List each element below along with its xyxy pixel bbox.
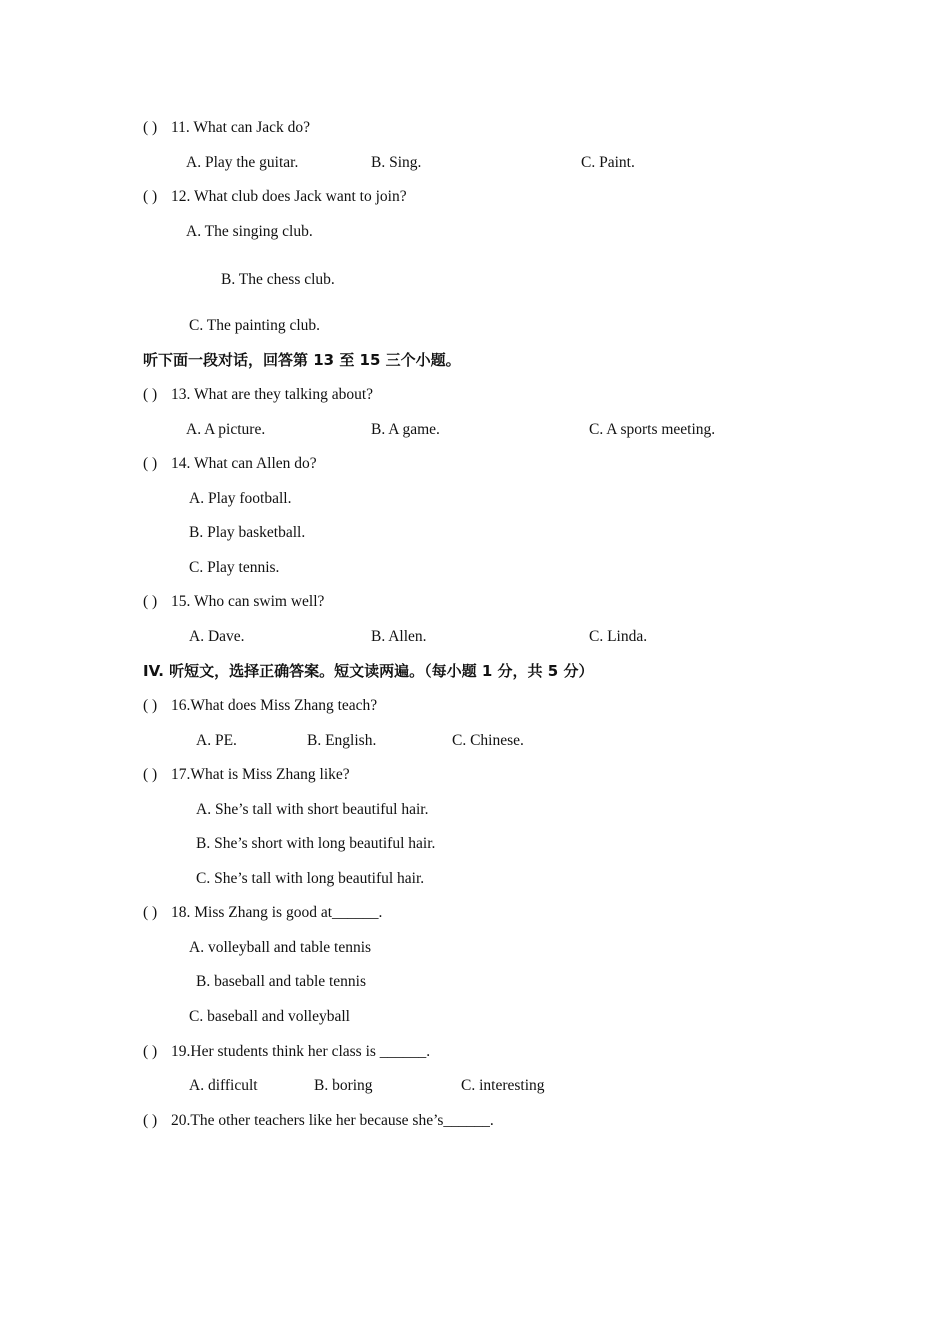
option-c: C. baseball and volleyball	[189, 1008, 350, 1025]
option-c: C. interesting	[461, 1077, 545, 1094]
question-16	[143, 696, 377, 716]
option-a: A. PE.	[196, 732, 237, 749]
answer-blank[interactable]: ( )	[143, 1112, 158, 1129]
option-c: C. A sports meeting.	[589, 421, 716, 438]
question-18	[143, 903, 382, 923]
option-b: B. A game.	[371, 421, 440, 438]
answer-blank[interactable]: ( )	[143, 188, 158, 205]
section-heading-part-iv: IV. 听短文，选择正确答案。短文读两遍。（每小题 1 分，共 5 分）	[143, 662, 594, 680]
option-b: B. Allen.	[371, 628, 427, 645]
question-prompt: 14. What can Allen do?	[171, 455, 317, 472]
section-heading-dialogue: 听下面一段对话，回答第 13 至 15 三个小题。	[143, 351, 461, 369]
answer-blank[interactable]: ( )	[143, 119, 158, 136]
option-a: A. Play the guitar.	[186, 154, 299, 171]
option-c: C. Play tennis.	[189, 559, 280, 576]
option-a: A. difficult	[189, 1077, 258, 1094]
option-b: B. Play basketball.	[189, 524, 306, 541]
option-a: A. A picture.	[186, 421, 266, 438]
answer-blank[interactable]: ( )	[143, 1043, 158, 1060]
question-prompt: 12. What club does Jack want to join?	[171, 188, 407, 205]
question-20	[143, 1111, 494, 1131]
question-prompt: 13. What are they talking about?	[171, 386, 374, 403]
option-a: A. Play football.	[189, 490, 292, 507]
option-c: C. She’s tall with long beautiful hair.	[196, 870, 425, 887]
option-b: B. baseball and table tennis	[196, 973, 367, 990]
question-prompt: 16.What does Miss Zhang teach?	[171, 697, 378, 714]
answer-blank[interactable]: ( )	[143, 593, 158, 610]
question-prompt: 18. Miss Zhang is good at______.	[171, 904, 383, 921]
answer-blank[interactable]: ( )	[143, 386, 158, 403]
question-14	[143, 454, 317, 474]
option-b: B. Sing.	[371, 154, 422, 171]
option-a: A. She’s tall with short beautiful hair.	[196, 801, 429, 818]
option-c: C. The painting club.	[189, 317, 321, 334]
option-b: B. The chess club.	[221, 271, 335, 288]
answer-blank[interactable]: ( )	[143, 904, 158, 921]
answer-blank[interactable]: ( )	[143, 455, 158, 472]
question-prompt: 20.The other teachers like her because she’s______.	[171, 1112, 494, 1129]
option-c: C. Linda.	[589, 628, 648, 645]
option-a: A. Dave.	[189, 628, 245, 645]
option-a: A. volleyball and table tennis	[189, 939, 372, 956]
question-15	[143, 592, 324, 612]
option-b: B. English.	[307, 732, 377, 749]
question-11	[143, 118, 310, 138]
answer-blank[interactable]: ( )	[143, 697, 158, 714]
question-19	[143, 1042, 430, 1062]
question-prompt: 17.What is Miss Zhang like?	[171, 766, 350, 783]
option-c: C. Paint.	[581, 154, 635, 171]
question-17	[143, 765, 350, 785]
question-prompt: 11. What can Jack do?	[171, 119, 311, 136]
option-c: C. Chinese.	[452, 732, 524, 749]
answer-blank[interactable]: ( )	[143, 766, 158, 783]
option-b: B. boring	[314, 1077, 373, 1094]
question-12	[143, 187, 407, 207]
question-prompt: 15. Who can swim well?	[171, 593, 325, 610]
option-b: B. She’s short with long beautiful hair.	[196, 835, 436, 852]
question-prompt: 19.Her students think her class is ______.	[171, 1043, 431, 1060]
question-13	[143, 385, 373, 405]
option-a: A. The singing club.	[186, 223, 313, 240]
